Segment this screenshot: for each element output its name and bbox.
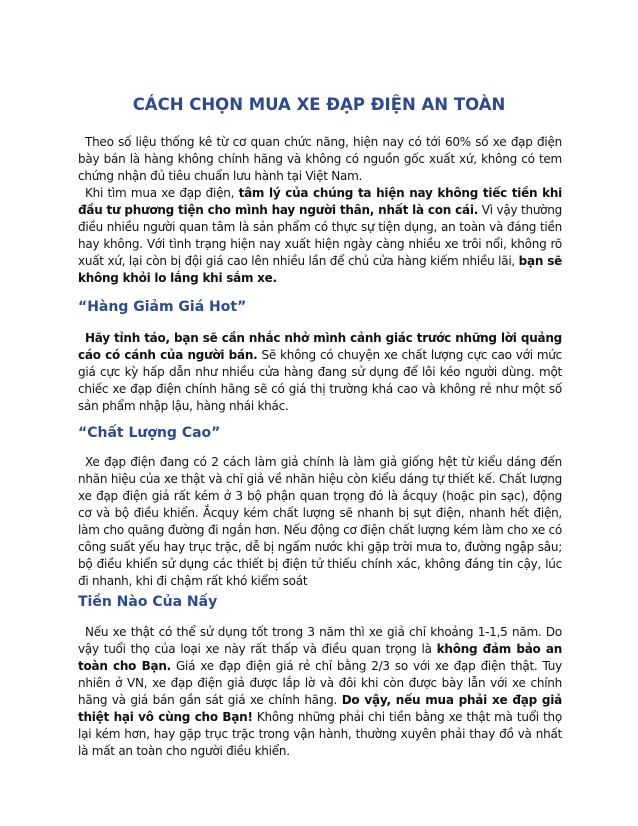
purchase-psychology-paragraph <box>78 185 562 287</box>
text-run: Nếu xe thật có thể sử dụng tốt trong 3 năm thì xe giả chỉ khoảng 1-1,5 năm. Do vậy tuổi thọ của loại xe này rất thấp và điều quan trọng là <box>78 625 562 656</box>
quality-paragraph: Xe đạp điện đang có 2 cách làm giả chính là làm giả giống hệt từ kiểu dáng đến nhãn hiệu của xe thật và chỉ giả về nhãn hiệu còn kiểu dáng tự thiết kế. Chất lượng xe đạp điện giả rất kém ở 3 bộ phận quan trọng đó là ắcquy (hoặc pin sạc), động cơ và bộ điều khiển. Ắcquy kém chất lượng sẽ nhanh bị sụt điện, nhanh hết điện, làm cho quãng đường đi ngắn hơn. Nếu động cơ điện chất lượng kém làm cho xe có công suất yếu hay trục trặc, dễ bị ngấm nước khi gặp trời mưa to, đường ngập sâu; bộ điều khiển sử dụng các thiết bị điện tử thiếu chính xác, không đáng tin cậy, lúc đi nhanh, khi đi chậm rất khó kiểm soát <box>78 455 562 588</box>
section-heading-quality: “Chất Lượng Cao” <box>78 425 221 441</box>
intro-paragraph: Theo số liệu thống kê từ cơ quan chức năng, hiện nay có tới 60% số xe đạp điện bày bán là hàng không chính hãng và không có nguồn gốc xuất xứ, không có tem chứng nhận đủ tiêu chuẩn lưu hành tại Việt Nam. <box>78 135 562 183</box>
text-run: Khi tìm mua xe đạp điện, <box>85 186 239 200</box>
discount-paragraph <box>78 330 562 415</box>
text-run: Không những phải chi tiền bằng xe thật mà tuổi thọ lại kém hơn, hay gặp trục trặc trong vận hành, thường xuyên phải thay đồ và nhất là mất an toàn cho người điều khiển. <box>78 710 562 758</box>
price-paragraph <box>78 624 562 760</box>
bold-run: Do vậy, nếu mua phải xe đạp giả thiệt hại vô cùng cho Bạn! <box>78 693 562 724</box>
bold-run: tâm lý của chúng ta hiện nay không tiếc tiền khi đầu tư phương tiện cho mình hay người thân, nhất là con cái. <box>78 186 563 217</box>
bold-run: bạn sẽ không khỏi lo lắng khi sắm xe. <box>78 254 562 285</box>
text-run: Vì vậy thường điều nhiều người quan tâm là sản phẩm có thực sự tiện dụng, an toàn và đáng tiền hay không. Với tình trạng hiện nay xuất hiện ngày càng nhiều xe trôi nổi, không rõ xuất xứ, lại còn bị đội giá cao lên nhiều lần để chủ cửa hàng kiếm nhiều lãi, <box>78 203 562 268</box>
text-run: Sẽ không có chuyện xe chất lượng cực cao với mức giá cực kỳ hấp dẫn như nhiều cửa hàng đang sử dụng để lôi kéo người dùng. một chiếc xe đạp điện chính hãng sẽ có giá thị trường khá cao và không rẻ như một số sản phẩm nhập lậu, hàng nhái khác. <box>78 348 562 413</box>
bold-run: không đảm bảo an toàn cho Bạn. <box>78 642 562 673</box>
section-heading-price: Tiền Nào Của Nấy <box>78 594 218 610</box>
bold-run: Hãy tỉnh táo, bạn sẽ cần nhắc nhở mình cảnh giác trước những lời quảng cáo có cánh của người bán. <box>78 331 562 362</box>
section-heading-discount: “Hàng Giảm Giá Hot” <box>78 299 247 315</box>
document-title: CÁCH CHỌN MUA XE ĐẠP ĐIỆN AN TOÀN <box>132 95 506 114</box>
text-run: Giá xe đạp điện giá rẻ chỉ bằng 2/3 so với xe đạp điện thật. Tuy nhiên ở VN, xe đạp điện giả được lắp lờ và đôi khi còn được bày lẫn với xe chính hãng và giá bán gần sát giá xe chính hãng. <box>78 659 562 707</box>
